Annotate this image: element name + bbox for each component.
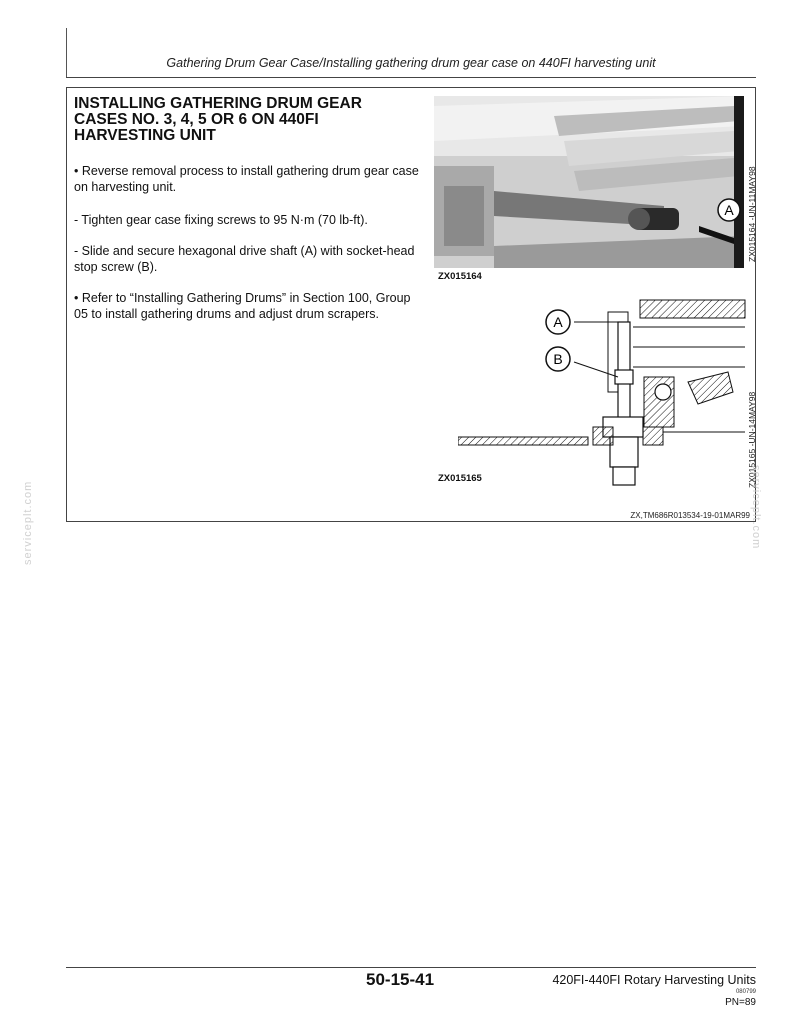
instruction-paragraph-1: • Reverse removal process to install gathering drum gear case on harvesting unit. [74,164,419,194]
callout-a-photo [716,197,742,223]
watermark-right: serviceplt.com [750,465,762,550]
section-heading: INSTALLING GATHERING DRUM GEAR CASES NO. 3, 4, 5 OR 6 ON 440FI HARVESTING UNIT [74,95,362,144]
watermark-left: serviceplt.com [22,480,34,565]
page-number: 50-15-41 [366,970,435,989]
instruction-paragraph-2: - Tighten gear case fixing screws to 95 N·m (70 lb-ft). [74,213,368,227]
figure-side-id-1: ZX015164 -UN-11MAY98 [747,166,757,262]
instruction-paragraph-4: • Refer to “Installing Gathering Drums” in Section 100, Group 05 to install gathering drums and adjust drum scrapers. [74,291,411,321]
manual-title: 420FI-440FI Rotary Harvesting Units [552,973,756,987]
footer-rule [66,967,756,968]
gear-case-photo-illustration [434,96,744,268]
callout-a-diagram-letter: A [553,314,563,330]
gear-case-photo [434,96,744,268]
reference-code: ZX,TM686R013534-19-01MAR99 [630,511,750,520]
top-left-rule [66,28,67,78]
instruction-paragraph-3: - Slide and secure hexagonal drive shaft (A) with socket-head stop screw (B). [74,244,415,274]
header-rule [66,77,756,78]
drive-shaft-diagram [458,292,748,492]
date-code: 080799 [735,989,756,995]
figure-label-1: ZX015164 [438,271,482,282]
running-header: Gathering Drum Gear Case/Installing gathering drum gear case on 440FI harvesting unit [166,56,656,70]
figure-label-2: ZX015165 [438,473,482,484]
callout-a-photo-letter: A [724,202,734,218]
page-pn: PN=89 [725,997,756,1008]
figure-side-id-2: ZX015165 -UN-14MAY98 [747,391,757,488]
callout-b-diagram-letter: B [553,351,563,367]
